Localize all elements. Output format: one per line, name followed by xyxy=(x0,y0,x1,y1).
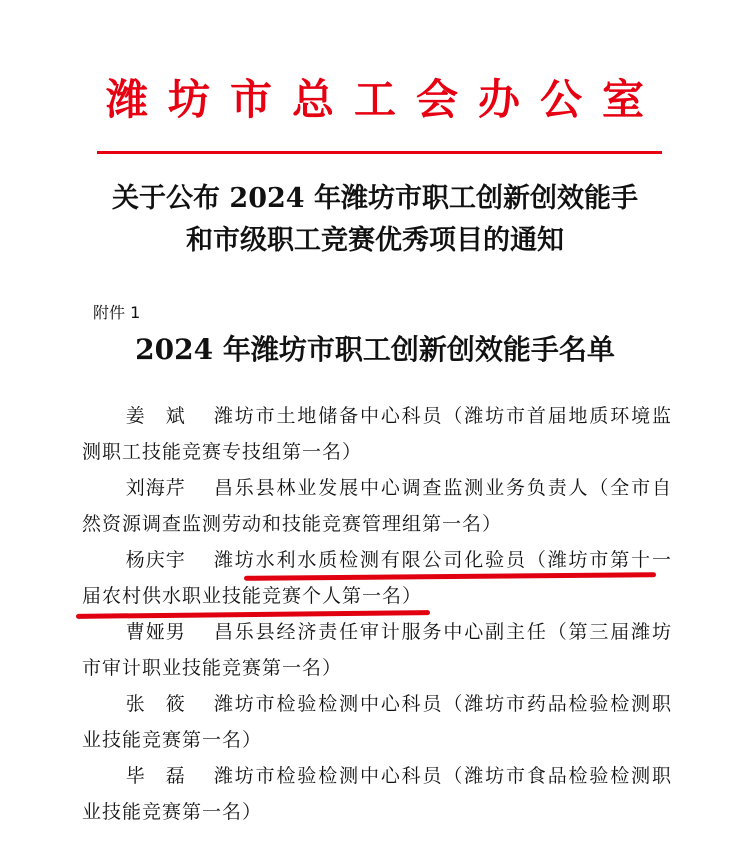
list-item xyxy=(82,614,672,686)
notice-title-line-1: 关于公布 2024 年潍坊市职工创新创效能手 xyxy=(112,183,638,214)
list-item xyxy=(82,758,672,830)
entry-name: 毕 磊 xyxy=(125,765,186,787)
entry-name: 杨庆宇 xyxy=(125,549,186,571)
entry-name: 曹娅男 xyxy=(125,621,186,643)
notice-title xyxy=(0,178,750,262)
list-title: 2024 年潍坊市职工创新创效能手名单 xyxy=(135,333,615,366)
entry-description: 昌乐县林业发展中心调查监测业务负责人（全市自然资源调查监测劳动和技能竞赛管理组第一名） xyxy=(82,477,672,535)
entry-description: 潍坊市检验检测中心科员（潍坊市食品检验检测职业技能竞赛第一名） xyxy=(82,765,672,823)
entry-name: 张 筱 xyxy=(125,693,186,715)
attachment-label: 附件 1 xyxy=(93,303,141,322)
entry-name: 刘海芹 xyxy=(125,477,186,499)
entry-name: 姜 斌 xyxy=(125,405,186,427)
entry-description: 潍坊水利水质检测有限公司化验员（潍坊市第十一届农村供水职业技能竞赛个人第一名） xyxy=(82,549,672,607)
org-title: 潍坊市总工会办公室 xyxy=(105,75,664,124)
list-item xyxy=(82,470,672,542)
list-item xyxy=(82,398,672,470)
entry-description: 昌乐县经济责任审计服务中心副主任（第三届潍坊市审计职业技能竞赛第一名） xyxy=(82,621,672,679)
entry-description: 潍坊市土地储备中心科员（潍坊市首届地质环境监测职工技能竞赛专技组第一名） xyxy=(82,405,672,463)
list-item xyxy=(82,686,672,758)
notice-title-line-2: 和市级职工竞赛优秀项目的通知 xyxy=(186,225,564,256)
entry-description: 潍坊市检验检测中心科员（潍坊市药品检验检测职业技能竞赛第一名） xyxy=(82,693,672,751)
red-divider-rule xyxy=(97,151,662,154)
